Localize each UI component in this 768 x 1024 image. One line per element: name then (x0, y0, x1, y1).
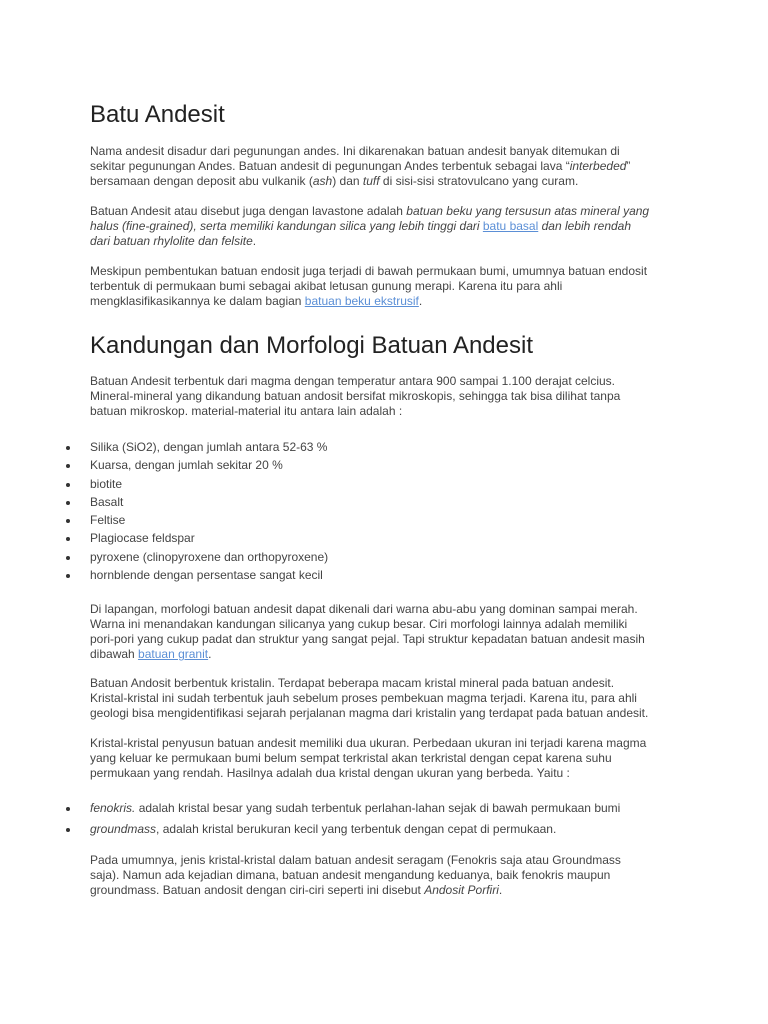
text-line: Batuan Andosit berbentuk kristalin. Terdapat beberapa macam kristal mineral pada batuan andesit. (90, 676, 615, 690)
text-line: Kristal-kristal ini sudah terbentuk jauh sebelum proses pembekuan magma terjadi. Karena itu, para ahli (90, 691, 637, 705)
page-title: Batu Andesit (90, 101, 225, 128)
paragraph-formation (90, 264, 690, 309)
italic-term: tuff (362, 174, 380, 188)
text-span: bersamaan dengan deposit abu vulkanik ( (90, 174, 313, 188)
text-line: terbentuk di permukaan bumi sebagai akibat letusan gunung merapi. Karena itu para ahli (90, 279, 563, 293)
italic-term: Andosit Porfiri (424, 883, 499, 897)
paragraph-crystalline (90, 676, 690, 721)
text-span: ” (626, 159, 631, 173)
list-item (66, 513, 328, 531)
bullet-icon (66, 464, 70, 468)
text-line: Batuan Andesit terbentuk dari magma dengan temperatur antara 900 sampai 1.100 derajat celcius. (90, 374, 615, 388)
list-item-text: Silika (SiO2), dengan jumlah antara 52-63 % (90, 440, 328, 454)
italic-term: fenokris. (90, 801, 136, 815)
list-item-text: biotite (90, 476, 123, 491)
text-span: groundmass. Batuan andosit dengan ciri-ciri seperti ini disebut (90, 883, 425, 897)
text-span: ) dan (332, 174, 363, 188)
text-span: Batuan Andesit atau disebut juga dengan lavastone adalah (90, 204, 407, 218)
text-line: Meskipun pembentukan batuan endosit juga terjadi di bawah permukaan bumi, umumnya batuan endosit (90, 264, 648, 278)
mineral-list (66, 440, 328, 586)
paragraph-crystal-sizes (90, 736, 690, 781)
list-item (66, 550, 328, 568)
text-line (90, 234, 690, 249)
bullet-icon (66, 574, 70, 578)
list-item-text: Feltise (90, 513, 126, 528)
bullet-icon (66, 483, 70, 487)
text-line: Kristal-kristal penyusun batuan andesit memiliki dua ukuran. Perbedaan ukuran ini terjadi karena magma (90, 736, 647, 750)
list-item (66, 495, 328, 513)
text-line: Warna ini menandakan kandungan silicanya yang cukup besar. Ciri morfologi lainnya adalah memiliki (90, 617, 628, 631)
list-item (66, 568, 328, 586)
text-line: saja). Namun ada kejadian dimana, batuan andesit mengandung keduanya, baik fenokris maupun (90, 868, 611, 882)
text-line: Di lapangan, morfologi batuan andesit dapat dikenali dari warna abu-abu yang dominan sampai merah. (90, 602, 638, 616)
list-item (66, 458, 328, 476)
text-line (90, 647, 690, 662)
crystal-type-list (66, 801, 620, 842)
text-line: permukaan yang rendah. Hasilnya adalah dua kristal dengan ukuran yang berbeda. Yaitu : (90, 766, 570, 780)
text-line: batuan mikroskop. material-material itu antara lain adalah : (90, 404, 403, 418)
paragraph-composition (90, 374, 690, 419)
text-line (90, 159, 690, 174)
paragraph-lavastone (90, 204, 690, 249)
paragraph-morphology (90, 602, 690, 662)
text-line (90, 883, 690, 898)
text-line: Pada umumnya, jenis kristal-kristal dalam batuan andesit seragam (Fenokris saja atau Groundmass (90, 853, 621, 867)
text-line: geologi bisa mengidentifikasi sejarah perjalanan magma dari kristalin yang terdapat pada batuan andesit. (90, 706, 649, 720)
italic-text: halus (fine-grained), serta memiliki kandungan silica yang lebih tinggi dari (90, 219, 483, 233)
batuan-granit-link[interactable]: batuan granit (138, 647, 209, 661)
list-item-text: , adalah kristal berukuran kecil yang terbentuk dengan cepat di permukaan. (156, 821, 557, 836)
list-item (66, 531, 328, 549)
italic-term: interbeded (569, 159, 627, 173)
text-span: sekitar pegunungan Andes. Batuan andesit di pegunungan Andes terbentuk sebagai lava “ (90, 159, 570, 173)
list-item-text: pyroxene (clinopyroxene dan orthopyroxene) (90, 549, 329, 564)
list-item (66, 822, 620, 843)
text-line (90, 174, 690, 189)
bullet-icon (66, 807, 70, 811)
list-item (66, 440, 328, 458)
italic-term: groundmass (90, 821, 157, 836)
batu-basal-link[interactable]: batu basal (482, 219, 539, 233)
text-line: Nama andesit disadur dari pegunungan andes. Ini dikarenakan batuan andesit banyak ditemukan di (90, 144, 620, 158)
text-span: . (498, 883, 503, 897)
text-span: mengklasifikasikannya ke dalam bagian (90, 294, 305, 308)
list-item-text: Kuarsa, dengan jumlah sekitar 20 % (90, 458, 283, 473)
paragraph-porphyry (90, 853, 690, 898)
text-line (90, 294, 690, 309)
italic-text: dan lebih rendah (538, 219, 632, 233)
list-item-text: Plagiocase feldspar (90, 531, 195, 546)
italic-text: batuan beku yang tersusun atas mineral yang (406, 204, 650, 218)
italic-text: dari batuan rhylolite dan felsite (90, 234, 253, 248)
text-line: Mineral-mineral yang dikandung batuan andosit bersifat mikroskopis, sehingga tak bisa dilihat tanpa (90, 389, 621, 403)
text-span: di sisi-sisi stratovulcano yang curam. (379, 174, 579, 188)
text-line (90, 219, 690, 234)
batuan-beku-ekstrusif-link[interactable]: batuan beku ekstrusif (304, 294, 419, 308)
bullet-icon (66, 446, 70, 450)
text-span: dibawah (90, 647, 139, 661)
bullet-icon (66, 556, 70, 560)
list-item (66, 801, 620, 822)
list-item-text: adalah kristal besar yang sudah terbentuk perlahan-lahan sejak di bawah permukaan bumi (135, 801, 621, 815)
paragraph-intro (90, 144, 690, 189)
list-item-text: Basalt (90, 494, 124, 509)
text-span: . (208, 647, 212, 661)
text-span: . (252, 234, 257, 248)
bullet-icon (66, 519, 70, 523)
italic-term: ash (312, 174, 333, 188)
bullet-icon (66, 501, 70, 505)
list-item-text: hornblende dengan persentase sangat kecil (90, 568, 323, 583)
section-title: Kandungan dan Morfologi Batuan Andesit (90, 332, 534, 359)
text-line (90, 204, 690, 219)
bullet-icon (66, 828, 70, 832)
list-item (66, 477, 328, 495)
text-line: yang keluar ke permukaan bumi belum sempat terkristal akan terkristal dengan cepat karena suhu (90, 751, 612, 765)
text-span: . (418, 294, 423, 308)
bullet-icon (66, 537, 70, 541)
text-line: pori-pori yang cukup padat dan struktur yang sangat pejal. Tapi struktur kepadatan batuan andesit masih (90, 632, 645, 646)
